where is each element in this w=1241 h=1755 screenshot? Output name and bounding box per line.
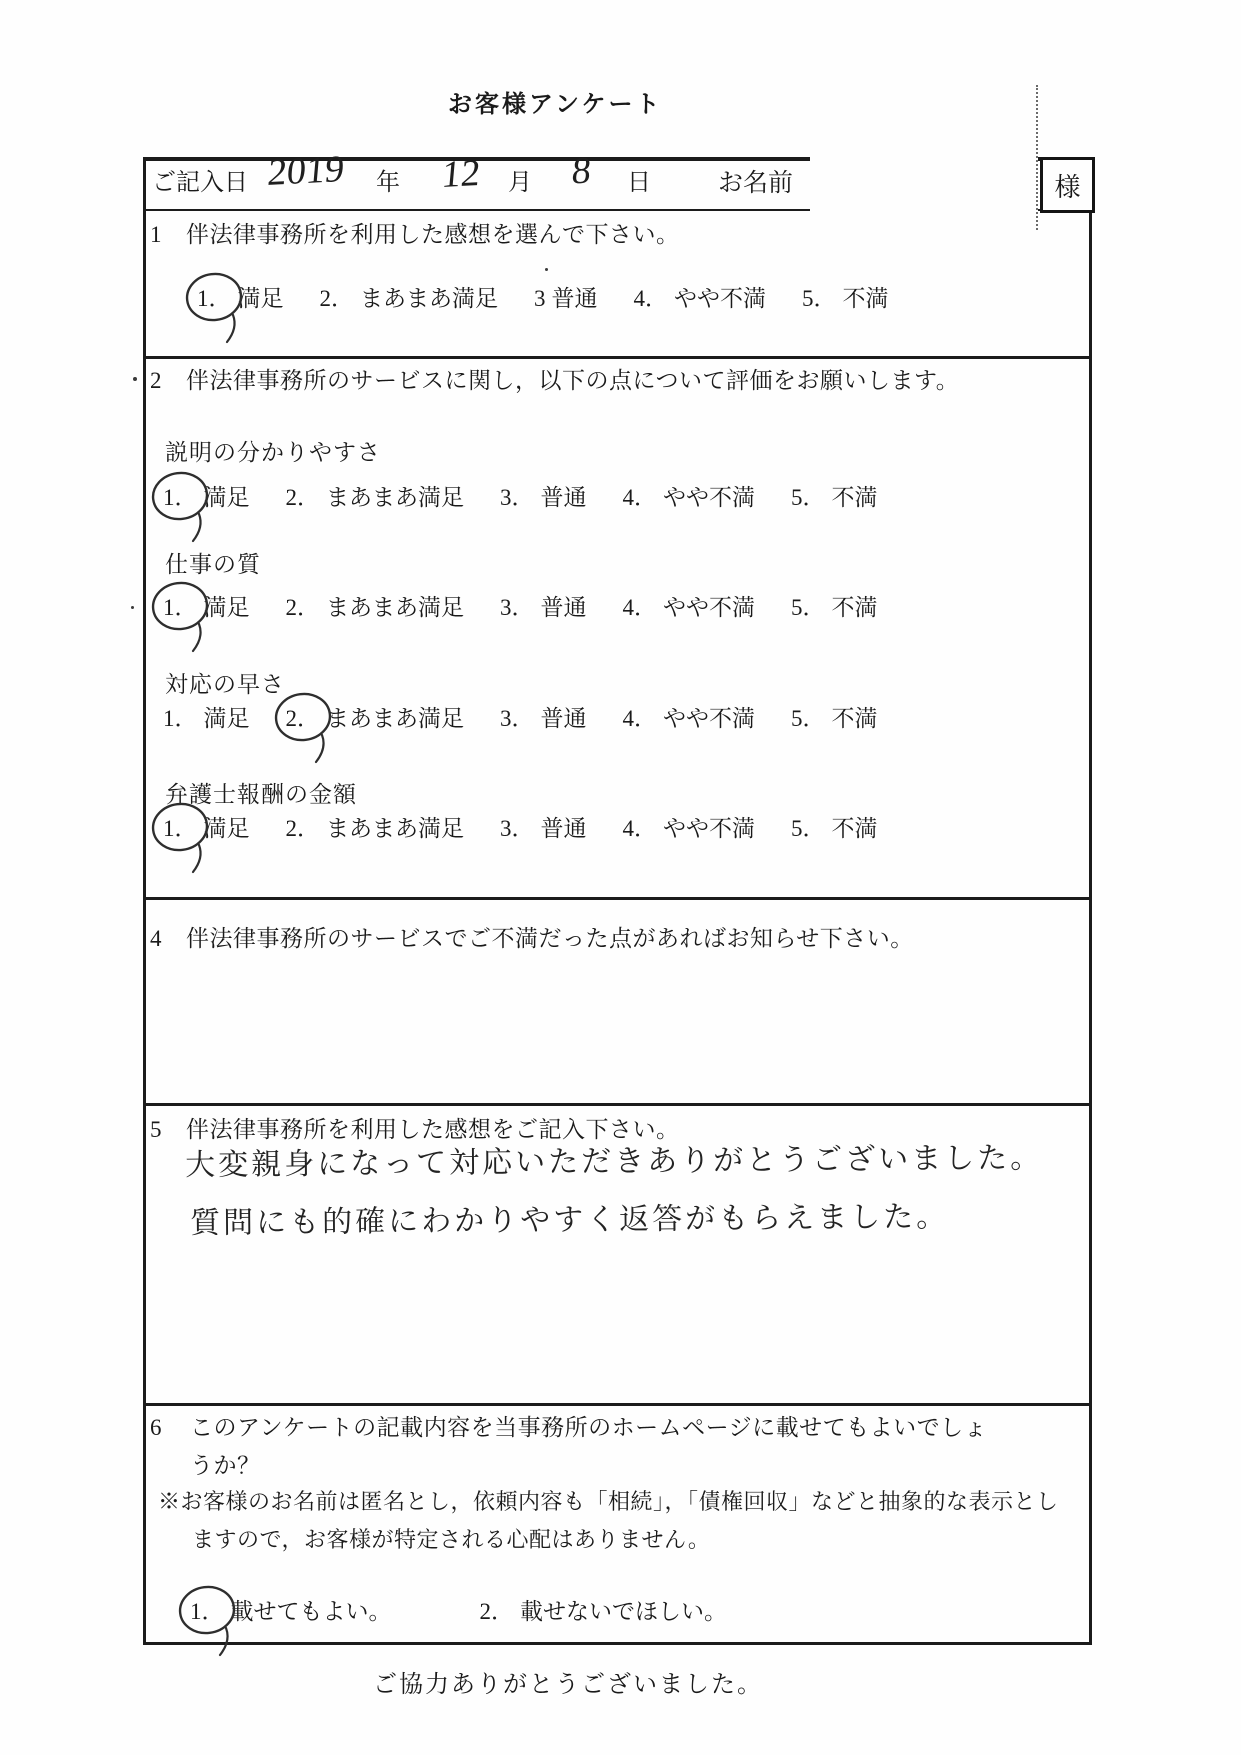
scan-artifact — [545, 268, 548, 271]
rating-option — [190, 1599, 392, 1624]
rating-option — [286, 706, 465, 731]
option-label: 満足 — [237, 286, 284, 311]
year-unit-label: 年 — [376, 170, 400, 196]
page-title: お客様アンケート — [448, 92, 663, 118]
option-label: 満足 — [203, 595, 250, 620]
option-number: 5． — [791, 706, 826, 731]
rating-option — [500, 485, 587, 510]
rating-option — [500, 706, 587, 731]
option-label: 載せないでほしい。 — [520, 1599, 727, 1624]
option-number: 1． — [163, 815, 198, 844]
section-divider — [143, 1103, 1092, 1106]
rating-option — [623, 816, 756, 841]
option-number: 1． — [163, 594, 198, 623]
q1-options — [197, 285, 889, 314]
question-number: 6 — [150, 1415, 162, 1440]
option-label: やや不満 — [663, 706, 755, 731]
option-label: まあまあ満足 — [326, 485, 464, 510]
q6-question-line — [150, 1414, 987, 1443]
option-number: 2． — [286, 705, 321, 734]
option-label: まあまあ満足 — [360, 286, 498, 311]
option-label: 満足 — [203, 816, 250, 841]
q6-question-line-2: うか？ — [190, 1453, 261, 1478]
q6-note-line: ますので，お客様が特定される心配はありません。 — [192, 1527, 711, 1552]
handwritten-answer-line: 質問にも的確にわかりやすく返答がもらえました。 — [190, 1200, 950, 1240]
section-divider — [143, 1403, 1092, 1406]
option-label: 載せてもよい。 — [230, 1599, 392, 1624]
rating-option — [286, 485, 465, 510]
rating-option — [286, 595, 465, 620]
option-number: 4． — [622, 485, 657, 510]
option-label: 不満 — [831, 595, 878, 620]
rating-option — [163, 706, 250, 731]
rating-option — [623, 485, 756, 510]
option-label: まあまあ満足 — [326, 706, 464, 731]
question-number: 4 — [150, 926, 162, 951]
option-label: 不満 — [831, 816, 878, 841]
redaction-dotted-line — [1036, 85, 1038, 230]
option-label: やや不満 — [674, 286, 766, 311]
option-number: 1． — [163, 484, 198, 513]
option-label: 不満 — [831, 706, 878, 731]
rating-option — [500, 595, 587, 620]
q4-question-line — [150, 925, 914, 954]
option-number: 4． — [633, 286, 668, 311]
option-number: 3 — [534, 286, 546, 311]
rating-option — [623, 595, 756, 620]
option-label: 満足 — [203, 706, 250, 731]
section-divider — [143, 356, 1092, 359]
option-label: まあまあ満足 — [326, 595, 464, 620]
option-number: 2． — [319, 286, 354, 311]
handwritten-day: 8 — [570, 149, 593, 193]
option-number: 3． — [500, 816, 535, 841]
q2-subquestion-options — [163, 484, 878, 513]
option-number: 5． — [802, 286, 837, 311]
option-number: 4． — [622, 595, 657, 620]
question-text: 伴法律事務所のサービスに関し，以下の点について評価をお願いします。 — [186, 368, 960, 393]
rating-option — [163, 816, 250, 841]
question-number: 1 — [150, 222, 162, 247]
scan-artifact — [131, 606, 134, 609]
rating-option — [791, 816, 878, 841]
rating-option — [163, 485, 250, 510]
option-label: 不満 — [831, 485, 878, 510]
q2-question-line — [150, 367, 959, 396]
name-label: お名前 — [718, 170, 794, 197]
rating-option — [791, 595, 878, 620]
q6-note-line: ※お客様のお名前は匿名とし，依頼内容も「相続」，「債権回収」などと抽象的な表示とし — [158, 1489, 1059, 1514]
rating-option — [286, 816, 465, 841]
q2-subquestion-label: 説明の分かりやすさ — [165, 440, 381, 465]
q5-question-line — [150, 1116, 680, 1145]
q6-options — [190, 1598, 815, 1627]
honorific-box — [1040, 157, 1095, 213]
option-label: 普通 — [540, 706, 587, 731]
rating-option — [197, 286, 284, 311]
option-number: 2． — [285, 816, 320, 841]
rating-option — [480, 1599, 728, 1624]
handwritten-answer-line: 大変親身になって対応いただきありがとうございました。 — [185, 1141, 1044, 1182]
option-number: 1． — [190, 1598, 225, 1627]
option-label: 普通 — [540, 485, 587, 510]
option-number: 5． — [791, 816, 826, 841]
option-number: 3． — [500, 706, 535, 731]
question-text: 伴法律事務所を利用した感想を選んで下さい。 — [186, 222, 680, 247]
question-text: 伴法律事務所のサービスでご不満だった点があればお知らせ下さい。 — [186, 926, 914, 951]
q2-subquestion-options — [163, 705, 878, 734]
day-unit-label: 日 — [627, 170, 651, 196]
option-label: 不満 — [842, 286, 889, 311]
option-number: 3． — [500, 485, 535, 510]
handwritten-month: 12 — [440, 152, 482, 196]
scan-artifact — [133, 377, 137, 381]
option-number: 4． — [622, 706, 657, 731]
rating-option — [500, 816, 587, 841]
option-label: やや不満 — [663, 816, 755, 841]
option-number: 4． — [622, 816, 657, 841]
option-label: やや不満 — [663, 485, 755, 510]
option-label: まあまあ満足 — [326, 816, 464, 841]
q2-subquestion-label: 仕事の質 — [165, 552, 261, 577]
name-redaction — [810, 141, 1038, 217]
option-number: 2． — [285, 485, 320, 510]
honorific-label: 様 — [1054, 172, 1081, 202]
option-number: 2． — [285, 595, 320, 620]
option-label: 普通 — [540, 816, 587, 841]
month-unit-label: 月 — [508, 170, 532, 196]
question-text: 伴法律事務所を利用した感想をご記入下さい。 — [186, 1117, 680, 1142]
option-number: 1． — [197, 285, 232, 314]
rating-option — [791, 706, 878, 731]
question-number: 2 — [150, 368, 162, 393]
q2-subquestion-options — [163, 815, 878, 844]
rating-option — [320, 286, 499, 311]
option-number: 5． — [791, 595, 826, 620]
rating-option — [163, 595, 250, 620]
option-label: 普通 — [551, 286, 598, 311]
q2-subquestion-options — [163, 594, 878, 623]
option-number: 5． — [791, 485, 826, 510]
q2-subquestion-label: 対応の早さ — [165, 672, 285, 697]
rating-option — [791, 485, 878, 510]
rating-option — [534, 286, 598, 311]
option-label: 普通 — [540, 595, 587, 620]
q2-subquestion-label: 弁護士報酬の金額 — [165, 782, 357, 807]
option-number: 1． — [163, 706, 198, 731]
option-label: やや不満 — [663, 595, 755, 620]
rating-option — [623, 706, 756, 731]
rating-option — [634, 286, 767, 311]
option-number: 3． — [500, 595, 535, 620]
question-number: 5 — [150, 1117, 162, 1142]
handwritten-year: 2019 — [265, 148, 347, 194]
section-divider — [143, 897, 1092, 900]
q1-question-line — [150, 221, 680, 250]
option-label: 満足 — [203, 485, 250, 510]
date-label: ご記入日 — [152, 170, 248, 196]
option-number: 2． — [479, 1599, 514, 1624]
question-text: このアンケートの記載内容を当事務所のホームページに載せてもよいでしょ — [190, 1415, 988, 1440]
footer-thanks-text: ご協力ありがとうございました。 — [373, 1672, 763, 1698]
rating-option — [802, 286, 889, 311]
